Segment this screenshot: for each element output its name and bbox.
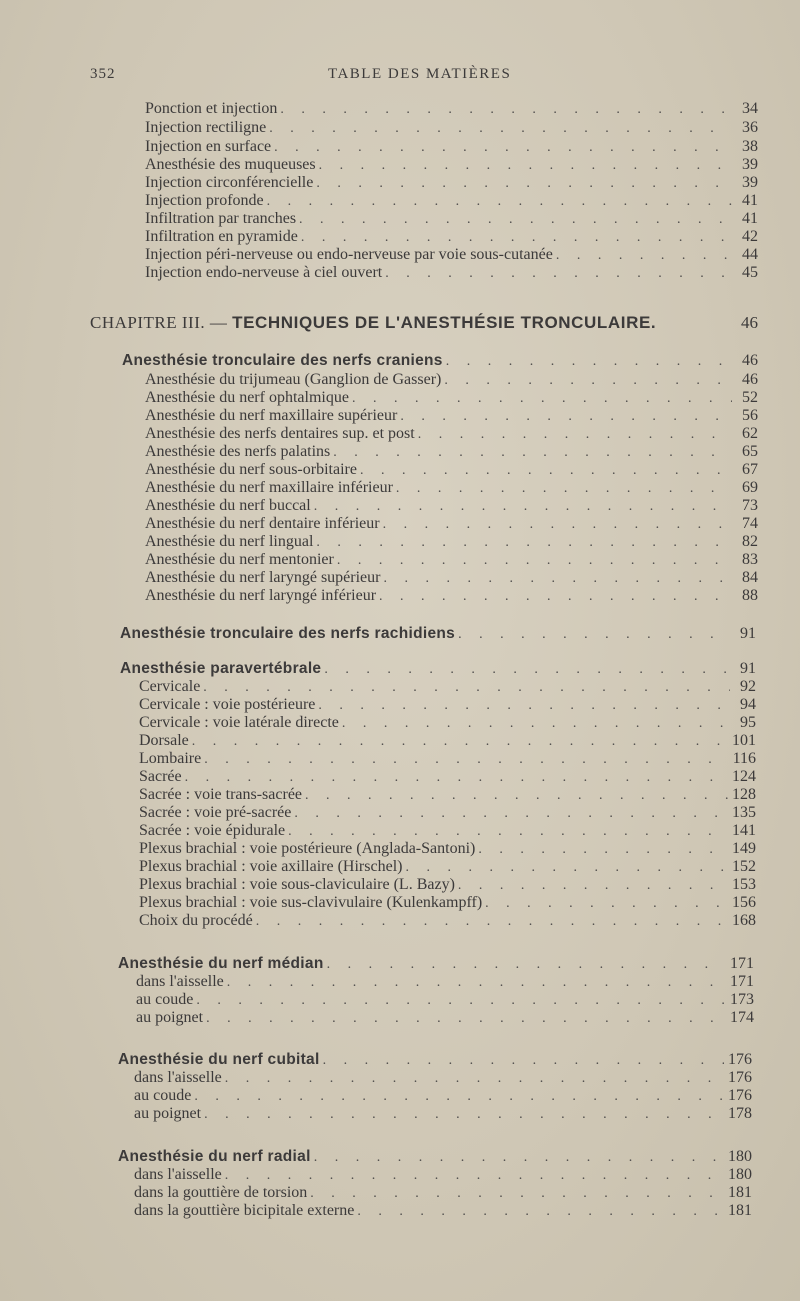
toc-entry-label: Anesthésie du nerf dentaire inférieur [145, 515, 380, 532]
toc-entry-label: Plexus brachial : voie postérieure (Anglada-Santoni) [139, 840, 476, 857]
toc-entry-label: Ponction et injection [145, 100, 278, 117]
toc-entry-page: 178 [728, 1105, 752, 1122]
toc-entry-label: Anesthésie tronculaire des nerfs craniens [122, 352, 443, 369]
toc-entry-label: dans la gouttière de torsion [134, 1184, 308, 1201]
toc-entry-label: Anesthésie des nerfs palatins [145, 443, 331, 460]
chapter-page: 46 [741, 313, 758, 332]
toc-entry [145, 370, 758, 389]
toc-entry-label: Anesthésie tronculaire des nerfs rachidiens [120, 625, 456, 642]
toc-entry [145, 209, 758, 228]
toc-entry [139, 713, 756, 732]
toc-entry-page: 36 [742, 119, 758, 136]
toc-entry-page: 74 [742, 515, 758, 532]
leader-dots [379, 587, 732, 606]
toc-entry [145, 99, 758, 118]
toc-entry-page: 176 [728, 1051, 752, 1068]
toc-entry-page: 34 [742, 100, 758, 117]
toc-entry [139, 803, 756, 822]
leader-dots [269, 119, 732, 138]
toc-entry [145, 586, 758, 605]
toc-entry-label: Anesthésie du nerf maxillaire supérieur [145, 407, 398, 424]
toc-entry-page: 56 [742, 407, 758, 424]
toc-entry-label: Dorsale [139, 732, 189, 749]
toc-entry-page: 67 [742, 461, 758, 478]
toc-entry [145, 460, 758, 479]
toc-entry-label: Anesthésie du nerf sous-orbitaire [145, 461, 357, 478]
toc-entry-label: Sacrée : voie trans-sacrée [139, 786, 303, 803]
toc-entry-label: Anesthésie du nerf laryngé supérieur [145, 569, 381, 586]
toc-entry-page: 82 [742, 533, 758, 550]
toc-entry-page: 52 [742, 389, 758, 406]
toc-entry [136, 990, 754, 1009]
toc-entry-page: 153 [732, 876, 756, 893]
leader-dots [256, 912, 728, 931]
toc-entry-label: Anesthésie des muqueuses [145, 156, 316, 173]
toc-entry-label: Anesthésie du nerf buccal [145, 497, 311, 514]
toc-entry [145, 263, 758, 282]
toc-entry [145, 478, 758, 497]
toc-entry-label: au poignet [134, 1105, 202, 1122]
toc-entry [134, 1086, 752, 1105]
toc-entry-page: 116 [732, 750, 756, 767]
toc-entry-page: 180 [728, 1166, 752, 1183]
toc-entry-label: Anesthésie des nerfs dentaires sup. et post [145, 425, 415, 442]
chapter-prefix: CHAPITRE III. — [90, 313, 233, 332]
toc-entry-page: 42 [742, 228, 758, 245]
toc-entry-page: 84 [742, 569, 758, 586]
toc-entry-label: Anesthésie du nerf cubital [118, 1051, 320, 1068]
toc-entry-page: 176 [728, 1087, 752, 1104]
toc-entry-label: Plexus brachial : voie axillaire (Hirschel) [139, 858, 403, 875]
chapter-heading [90, 312, 758, 334]
toc-entry-page: 181 [728, 1184, 752, 1201]
toc-entry-page: 88 [742, 587, 758, 604]
toc-entry-label: Cervicale : voie latérale directe [139, 714, 339, 731]
toc-entry-label: Plexus brachial : voie sous-claviculaire (L. Bazy) [139, 876, 455, 893]
leader-dots [458, 625, 730, 644]
leader-dots [204, 1105, 724, 1124]
toc-entry-label: Anesthésie du nerf médian [118, 955, 324, 972]
toc-entry [139, 875, 756, 894]
toc-entry-page: 180 [728, 1148, 752, 1165]
toc-entry-page: 181 [728, 1202, 752, 1219]
toc-entry [145, 388, 758, 407]
toc-section-heading [122, 351, 758, 370]
toc-entry-label: Injection circonférencielle [145, 174, 314, 191]
toc-entry-label: au poignet [136, 1009, 204, 1026]
toc-entry-label: au coude [134, 1087, 192, 1104]
toc-entry-label: Anesthésie du nerf laryngé inférieur [145, 587, 377, 604]
toc-entry-page: 174 [730, 1009, 754, 1026]
toc-entry [139, 677, 756, 696]
toc-entry [134, 1104, 752, 1123]
toc-entry-label: Sacrée : voie épidurale [139, 822, 286, 839]
toc-entry-label: dans l'aisselle [136, 973, 224, 990]
toc-entry-page: 44 [742, 246, 758, 263]
toc-entry-page: 46 [742, 352, 758, 369]
toc-entry-page: 83 [742, 551, 758, 568]
toc-entry [134, 1201, 752, 1220]
toc-entry-page: 168 [732, 912, 756, 929]
toc-entry-page: 69 [742, 479, 758, 496]
toc-entry [145, 406, 758, 425]
toc-entry-page: 73 [742, 497, 758, 514]
toc-entry [139, 785, 756, 804]
toc-entry-page: 91 [740, 625, 756, 642]
toc-section-heading [118, 954, 754, 973]
page-header [90, 66, 730, 86]
toc-entry-page: 156 [732, 894, 756, 911]
toc-section-heading [120, 659, 756, 678]
toc-entry [139, 695, 756, 714]
toc-entry-page: 173 [730, 991, 754, 1008]
toc-entry-page: 141 [732, 822, 756, 839]
toc-entry [134, 1068, 752, 1087]
toc-entry-label: Plexus brachial : voie sus-clavivulaire (Kulenkampff) [139, 894, 483, 911]
toc-entry-page: 65 [742, 443, 758, 460]
toc-entry [145, 550, 758, 569]
leader-dots [357, 1202, 724, 1221]
toc-entry-page: 38 [742, 138, 758, 155]
toc-entry-label: Injection péri-nerveuse ou endo-nerveuse par voie sous-cutanée [145, 246, 553, 263]
toc-entry [145, 137, 758, 156]
toc-section-heading [118, 1147, 752, 1166]
toc-entry-page: 171 [730, 973, 754, 990]
toc-entry [145, 227, 758, 246]
toc-entry [145, 118, 758, 137]
toc-entry-label: dans la gouttière bicipitale externe [134, 1202, 355, 1219]
toc-entry-page: 128 [732, 786, 756, 803]
toc-entry-label: Sacrée [139, 768, 182, 785]
running-title: TABLE DES MATIÈRES [328, 66, 512, 82]
toc-entry-label: dans l'aisselle [134, 1069, 222, 1086]
toc-entry [145, 442, 758, 461]
toc-entry-page: 101 [732, 732, 756, 749]
page-number: 352 [90, 66, 116, 82]
toc-entry [145, 173, 758, 192]
toc-entry [145, 514, 758, 533]
toc-entry-label: Cervicale [139, 678, 201, 695]
toc-entry-page: 45 [742, 264, 758, 281]
toc-entry-label: Injection en surface [145, 138, 272, 155]
toc-entry [145, 532, 758, 551]
toc-entry-label: dans l'aisselle [134, 1166, 222, 1183]
toc-entry [136, 1008, 754, 1027]
toc-entry-page: 124 [732, 768, 756, 785]
toc-entry [136, 972, 754, 991]
toc-entry-label: Infiltration par tranches [145, 210, 297, 227]
toc-entry-page: 176 [728, 1069, 752, 1086]
toc-entry-page: 149 [732, 840, 756, 857]
toc-entry [145, 191, 758, 210]
chapter-title: TECHNIQUES DE L'ANESTHÉSIE TRONCULAIRE. [232, 313, 657, 332]
toc-entry-label: Sacrée : voie pré-sacrée [139, 804, 292, 821]
toc-entry-label: au coude [136, 991, 194, 1008]
toc-entry [145, 496, 758, 515]
toc-entry [139, 893, 756, 912]
toc-entry-label: Injection endo-nerveuse à ciel ouvert [145, 264, 383, 281]
toc-entry-label: Anesthésie du nerf ophtalmique [145, 389, 349, 406]
toc-entry-label: Anesthésie du nerf mentonier [145, 551, 334, 568]
toc-entry-page: 171 [730, 955, 754, 972]
toc-entry [139, 749, 756, 768]
toc-entry [134, 1165, 752, 1184]
toc-entry [145, 424, 758, 443]
toc-entry [134, 1183, 752, 1202]
toc-entry-page: 135 [732, 804, 756, 821]
toc-entry-label: Injection rectiligne [145, 119, 267, 136]
toc-entry-page: 39 [742, 174, 758, 191]
toc-entry [145, 568, 758, 587]
toc-entry-page: 41 [742, 192, 758, 209]
toc-entry [145, 155, 758, 174]
leader-dots [385, 264, 732, 283]
toc-entry-label: Anesthésie du nerf maxillaire inférieur [145, 479, 393, 496]
leader-dots [206, 1009, 726, 1028]
toc-entry-page: 95 [740, 714, 756, 731]
toc-entry-label: Anesthésie du nerf lingual [145, 533, 314, 550]
toc-entry-page: 94 [740, 696, 756, 713]
toc-entry-label: Anesthésie du trijumeau (Ganglion de Gasser) [145, 371, 442, 388]
toc-entry [139, 731, 756, 750]
toc-entry-label: Anesthésie du nerf radial [118, 1148, 311, 1165]
toc-entry [139, 821, 756, 840]
toc-entry-label: Infiltration en pyramide [145, 228, 298, 245]
toc-entry-label: Injection profonde [145, 192, 264, 209]
toc-entry-label: Cervicale : voie postérieure [139, 696, 316, 713]
toc-entry-label: Lombaire [139, 750, 202, 767]
toc-entry-page: 152 [732, 858, 756, 875]
toc-entry [139, 857, 756, 876]
toc-entry-label: Choix du procédé [139, 912, 253, 929]
toc-entry [139, 911, 756, 930]
toc-section-heading [118, 1050, 752, 1069]
toc-entry-page: 39 [742, 156, 758, 173]
toc-entry [145, 245, 758, 264]
toc-section-heading [120, 624, 756, 643]
toc-entry-page: 92 [740, 678, 756, 695]
toc-entry-page: 91 [740, 660, 756, 677]
toc-entry [139, 839, 756, 858]
toc-entry-page: 62 [742, 425, 758, 442]
toc-entry [139, 767, 756, 786]
leader-dots [446, 352, 732, 371]
leader-dots [280, 100, 732, 119]
toc-entry-page: 46 [742, 371, 758, 388]
toc-entry-page: 41 [742, 210, 758, 227]
toc-entry-label: Anesthésie paravertébrale [120, 660, 322, 677]
